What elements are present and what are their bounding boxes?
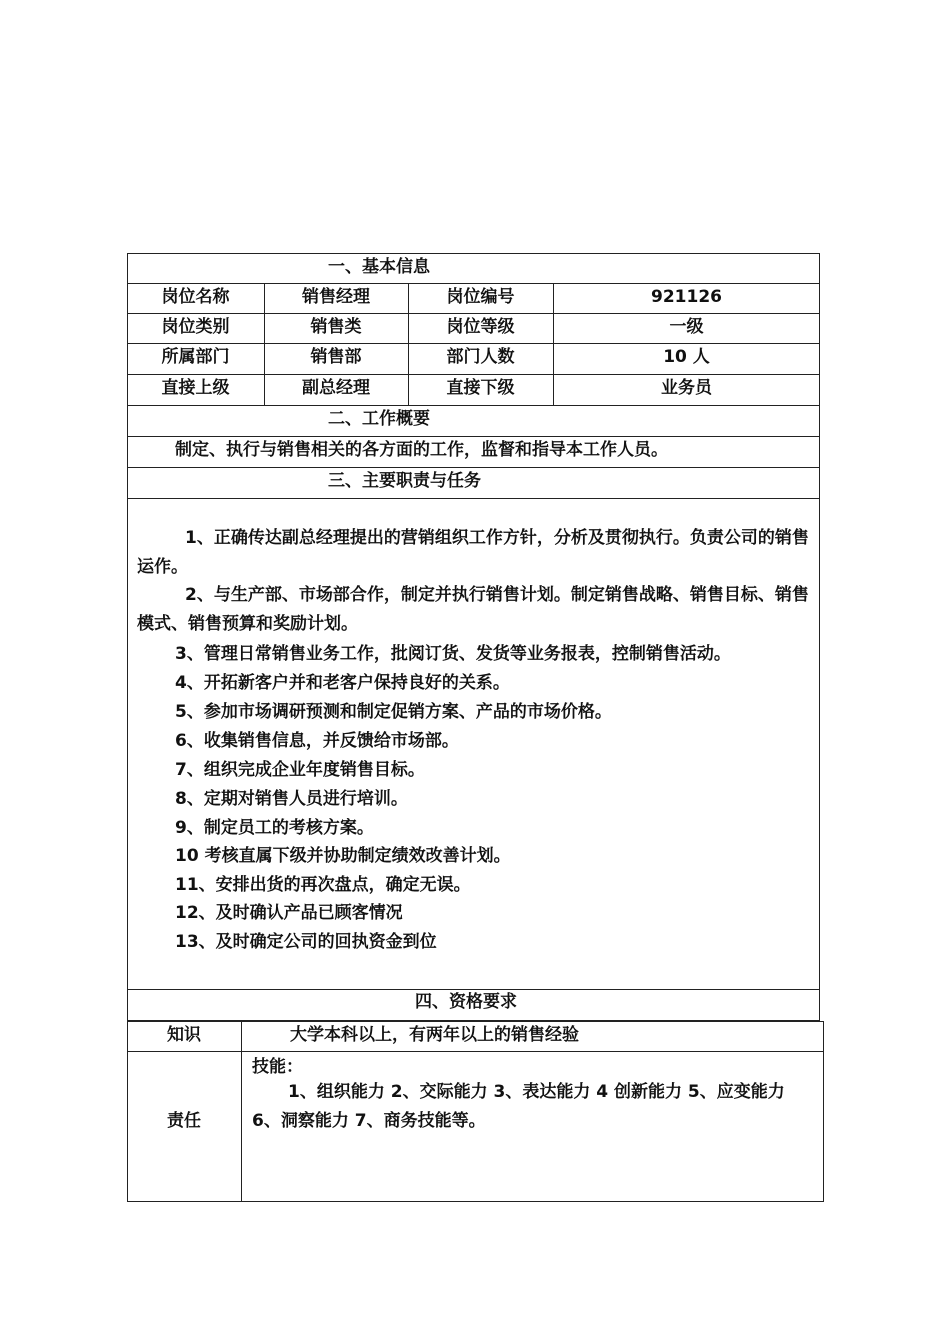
label-headcount: 部门人数 — [446, 347, 515, 367]
job-summary-text: 制定、执行与销售相关的各方面的工作，监督和指导本工作人员。 — [175, 440, 668, 460]
value-position-category: 销售类 — [310, 317, 362, 337]
duty-item: 3、管理日常销售业务工作，批阅订货、发货等业务报表，控制销售活动。 — [175, 644, 731, 664]
rule — [127, 1051, 824, 1052]
duty-item: 1、正确传达副总经理提出的营销组织工作方针，分析及贯彻执行。负责公司的销售运作。 — [137, 528, 809, 577]
col-divider — [241, 1021, 242, 1202]
duty-item: 11、安排出货的再次盘点，确定无误。 — [175, 875, 471, 895]
duty-item: 12、及时确认产品已顾客情况 — [175, 903, 403, 923]
section-title-basic-info: 一、基本信息 — [328, 257, 430, 277]
value-direct-subordinate: 业务员 — [661, 378, 712, 398]
rule — [127, 467, 820, 468]
label-position-name: 岗位名称 — [161, 287, 230, 307]
value-position-code: 921126 — [651, 287, 722, 307]
rule — [127, 405, 820, 406]
section-title-job-summary: 二、工作概要 — [328, 409, 430, 429]
value-position-name: 销售经理 — [302, 287, 370, 307]
duty-item: 9、制定员工的考核方案。 — [175, 818, 374, 838]
duty-item: 2、与生产部、市场部合作，制定并执行销售计划。制定销售战略、销售目标、销售模式、销售预算和奖励计划。 — [137, 585, 809, 634]
label-direct-subordinate: 直接下级 — [446, 378, 515, 398]
label-direct-superior: 直接上级 — [161, 378, 230, 398]
duty-item: 13、及时确定公司的回执资金到位 — [175, 932, 437, 952]
duty-item: 7、组织完成企业年度销售目标。 — [175, 760, 425, 780]
rule — [127, 498, 820, 499]
label-position-level: 岗位等级 — [446, 317, 515, 337]
duty-item: 4、开拓新客户并和老客户保持良好的关系。 — [175, 673, 510, 693]
label-position-category: 岗位类别 — [161, 317, 230, 337]
value-position-level: 一级 — [669, 317, 704, 337]
skills-heading: 技能： — [252, 1057, 303, 1077]
skills-text: 1、组织能力 2、交际能力 3、表达能力 4 创新能力 5、应变能力 6、洞察能力 7、商务技能等。 — [252, 1082, 785, 1131]
duty-item: 5、参加市场调研预测和制定促销方案、产品的市场价格。 — [175, 702, 612, 722]
value-department: 销售部 — [310, 347, 362, 367]
responsibility-label: 责任 — [167, 1111, 201, 1131]
rule — [127, 374, 820, 375]
rule — [127, 436, 820, 437]
duty-item: 6、收集销售信息，并反馈给市场部。 — [175, 731, 459, 751]
knowledge-label: 知识 — [167, 1025, 201, 1045]
label-department: 所属部门 — [161, 347, 230, 367]
section-title-qualifications: 四、资格要求 — [415, 992, 517, 1012]
value-headcount: 10 人 — [663, 347, 710, 367]
label-position-code: 岗位编号 — [446, 287, 515, 307]
rule — [127, 283, 820, 284]
duty-item: 10 考核直属下级并协助制定绩效改善计划。 — [175, 846, 511, 866]
rule — [127, 313, 820, 314]
section-title-duties: 三、主要职责与任务 — [328, 471, 481, 491]
value-direct-superior: 副总经理 — [302, 378, 370, 398]
rule — [127, 989, 820, 990]
rule — [127, 343, 820, 344]
duty-item: 8、定期对销售人员进行培训。 — [175, 789, 408, 809]
knowledge-value: 大学本科以上，有两年以上的销售经验 — [290, 1025, 579, 1045]
